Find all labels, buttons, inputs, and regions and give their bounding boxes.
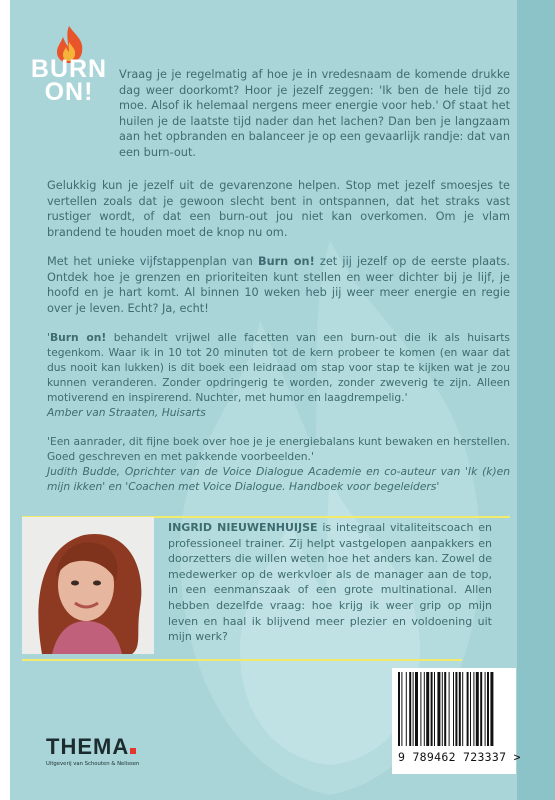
paragraph-2: Gelukkig kun je jezelf uit de gevarenzone helpen. Stop met jezelf smoesjes te vertellen zoals dat je gewoon slecht bent in ontspannen, dat het straks vast rustiger wordt, of dat een burn-out jou niet kan overkomen. Om je vlam brandend te houden moet de knop nu om. [47,179,510,239]
barcode-bar [449,672,450,746]
barcode-bar [434,672,435,746]
barcode-bar [467,672,469,746]
quote-1-title: Burn on! [49,331,107,344]
burn-on-logo [30,55,108,106]
barcode-bar [431,672,433,746]
paragraph-3-pre: Met het unieke vijfstappenplan van [47,255,258,268]
barcode-bar [476,672,479,746]
paragraph-3 [47,254,510,316]
barcode-bar [420,672,421,746]
author-name: INGRID NIEUWENHUIJSE [168,521,318,534]
author-photo [22,517,154,654]
barcode-bar [462,672,463,746]
barcode-bar [490,672,493,746]
barcode-bar [409,672,411,746]
intro-text [119,67,510,174]
barcode-bar [487,672,489,746]
author-bio-text: is integraal vitaliteitscoach en professioneel trainer. Zij helpt vastgelopen aanpakkers en doorzetters die willen weten hoe het anders kan. Zowel de medewerker op de werkvloer als de manager aan de top, in een eenmanszaak of een grote multinational. Allen hebben dezelfde vraag: hoe krijg ik weer grip op mijn leven en haal ik blijvend meer plezier en voldoening uit mijn werk? [168,521,492,644]
publisher-name: THEMA [46,734,130,759]
barcode-bar [426,672,429,746]
barcode-bar [455,672,457,746]
quote-1 [47,330,510,420]
barcode-bar [444,672,446,746]
barcode-bar [442,672,443,746]
author-bio [168,520,492,645]
barcode-bar [459,672,461,746]
barcode-bar [453,672,454,746]
quote-1-open: ' [47,331,50,344]
barcode-bar [437,672,440,746]
barcode-bar [413,672,414,746]
barcode-bar [485,672,486,746]
barcode-bar [406,672,407,746]
barcode-bars [392,668,516,748]
quote-1-text: behandelt vrijwel alle facetten van een burn-out die ik als huisarts tegenkom. Waar ik in 10 tot 20 minuten tot de kern probeer te komen (en waar dat dus nooit kan lukken) is dit boek een leidraad om stap voor stap te kijken wat je zou kunnen veranderen. Zonder opdringerig te worden, zonder zweverig te zijn. Alleen motiverend en inspirerend. Nuchter, met humor en laagdrempelig.' [47,331,510,404]
divider-bottom [22,659,462,661]
quotes [47,330,510,506]
right-color-band [517,0,555,800]
barcode-bar [480,672,482,746]
barcode-bar [424,672,425,746]
publisher-logo [46,734,139,767]
spine-edge [0,0,10,800]
quote-1-attribution: Amber van Straaten, Huisarts [47,406,206,419]
logo-line-2: ON! [44,78,94,106]
body-text [47,178,510,330]
barcode-bar [415,672,418,746]
barcode-bar [401,672,402,746]
author-section [22,517,497,655]
isbn-number: 9 789462 723337 > [398,750,521,764]
barcode-bar [398,672,400,746]
barcode-bar [470,672,471,746]
paragraph-3-title: Burn on! [257,255,315,268]
logo-line-1: BURN [30,55,108,83]
quote-2-attribution: Judith Budde, Oprichter van de Voice Dialogue Academie en co-auteur van 'Ik (k)en mijn ikken' en 'Coachen met Voice Dialogue. Handboek voor begeleiders' [47,465,510,493]
publisher-dot-icon [130,748,136,754]
paragraph-1: Vraag je je regelmatig af hoe je in vredesnaam de komende drukke dag weer doorkomt? Hoor je jezelf zeggen: 'Ik ben de hele tijd zo moe. Alsof ik helemaal nergens meer energie voor heb.' Of staat het huilen je de laatste tijd nader dan het lachen? Dan ben je langzaam aan het opbranden en balanceer je op een gevaarlijk randje: dat van een burn-out. [119,68,510,159]
quote-2-text: 'Een aanrader, dit fijne boek over hoe je je energiebalans kunt bewaken en herstellen. Goed geschreven en met pakkende voorbeelden.' [47,435,510,463]
publisher-subline: Uitgeverij van Schouten & Nelissen [46,761,140,767]
paragraph-3-post: zet jij jezelf op de eerste plaats. Ontdek hoe je grenzen en prioriteiten kunt stellen en weer dichter bij je lijf, je hoofd en je hart komt. Al binnen 10 weken heb jij weer meer energie en regie over je leven. Echt? Ja, echt! [47,255,510,315]
quote-2 [47,434,510,494]
barcode-bar [473,672,474,746]
